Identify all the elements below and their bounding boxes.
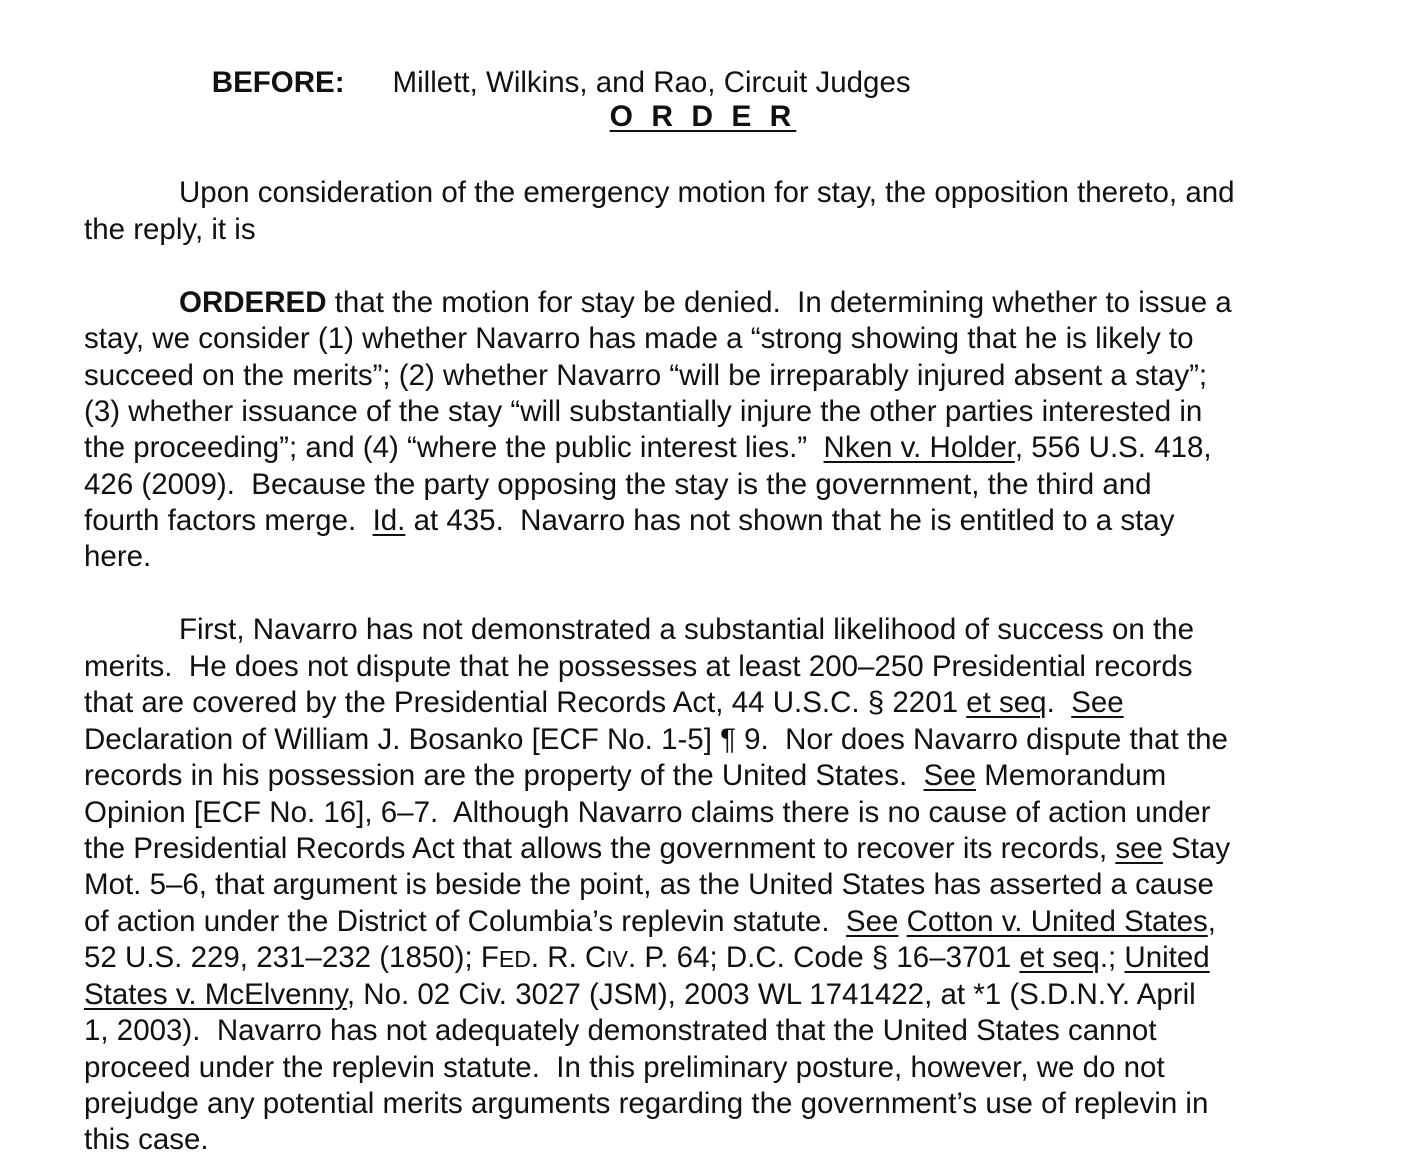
text-span: . P. 64; D.C. Code § 16–3701: [628, 941, 1020, 974]
text-span: , No. 02 Civ. 3027 (JSM), 2003 WL 1741422, at *1 (S.D.N.Y. April: [346, 978, 1196, 1011]
text-line: [84, 685, 1124, 721]
signal-see: See: [1071, 686, 1124, 719]
text-line: prejudge any potential merits arguments regarding the government’s use of replevin in: [84, 1087, 1209, 1120]
signal-see: See: [923, 759, 977, 792]
text-line: [84, 831, 1230, 867]
text-span: of action under the District of Columbia’s replevin statute.: [84, 905, 846, 938]
text-line: [84, 285, 1232, 321]
text-line: 1, 2003). Navarro has not adequately demonstrated that the United States cannot: [84, 1014, 1157, 1047]
judges-list: Millett, Wilkins, and Rao, Circuit Judges: [392, 66, 911, 99]
text-span: [898, 905, 906, 938]
text-span: .;: [1099, 941, 1125, 974]
text-line: Opinion [ECF No. 16], 6–7. Although Navarro claims there is no cause of action under: [84, 796, 1211, 829]
text-line: [84, 758, 1166, 794]
text-line: the reply, it is: [84, 213, 256, 246]
text-line: First, Navarro has not demonstrated a substantial likelihood of success on the: [179, 613, 1194, 646]
case-citation-mcelvenny: States v. McElvenny: [84, 978, 347, 1011]
text-line: Declaration of William J. Bosanko [ECF No. 1-5] ¶ 9. Nor does Navarro dispute that the: [84, 723, 1228, 756]
text-line: 426 (2009). Because the party opposing the stay is the government, the third and: [84, 468, 1152, 501]
signal-see: See: [845, 905, 899, 938]
text-line: here.: [84, 540, 152, 573]
text-line: Mot. 5–6, that argument is beside the point, as the United States has asserted a cause: [84, 868, 1214, 901]
text-line: (3) whether issuance of the stay “will substantially injure the other parties interested in: [84, 395, 1203, 428]
text-line: this case.: [84, 1123, 209, 1156]
text-span: records in his possession are the property of the United States.: [84, 759, 924, 792]
text-line: stay, we consider (1) whether Navarro has made a “strong showing that he is likely to: [84, 322, 1194, 355]
text-line: succeed on the merits”; (2) whether Navarro “will be irreparably injured absent a stay”;: [84, 359, 1208, 392]
text-line: Upon consideration of the emergency motion for stay, the opposition thereto, and: [179, 176, 1235, 209]
text-span: , 556 U.S. 418,: [1014, 431, 1212, 464]
text-span: Stay: [1162, 832, 1231, 865]
text-span: at 435. Navarro has not shown that he is entitled to a stay: [405, 504, 1175, 537]
text-span: fourth factors merge.: [84, 504, 373, 537]
text-span: 52 U.S. 229, 231–232 (1850); F: [84, 941, 499, 974]
text-line: [84, 904, 1216, 940]
text-line: merits. He does not dispute that he possesses at least 200–250 Presidential records: [84, 650, 1193, 683]
text-line: proceed under the replevin statute. In this preliminary posture, however, we do not: [84, 1051, 1165, 1084]
text-span: that are covered by the Presidential Records Act, 44 U.S.C. § 2201: [84, 686, 967, 719]
text-span: the Presidential Records Act that allows the government to recover its records,: [84, 832, 1116, 865]
citation-id: Id.: [372, 504, 406, 537]
text-line: [84, 940, 1210, 977]
case-citation-cotton: Cotton v. United States: [906, 905, 1208, 938]
case-citation-mcelvenny: United: [1124, 941, 1210, 974]
small-caps: IV: [606, 946, 629, 972]
text-span: Memorandum: [976, 759, 1167, 792]
text-line: [84, 977, 1196, 1013]
ordered-label: ORDERED: [179, 286, 327, 319]
text-line: [84, 503, 1174, 539]
text-span: .: [1046, 686, 1072, 719]
signal-et-seq: et seq: [966, 686, 1047, 719]
signal-see: see: [1115, 832, 1163, 865]
before-label: BEFORE:: [211, 66, 345, 99]
signal-et-seq: et seq: [1019, 941, 1100, 974]
text-span: the proceeding”; and (4) “where the public interest lies.”: [84, 431, 824, 464]
case-citation-nken: Nken v. Holder: [823, 431, 1015, 464]
order-title: O R D E R: [609, 100, 797, 133]
text-span: . R. C: [530, 941, 607, 974]
text-line: [84, 430, 1212, 466]
small-caps: ED: [498, 946, 531, 972]
text-span: that the motion for stay be denied. In determining whether to issue a: [326, 286, 1232, 319]
text-span: ,: [1207, 905, 1216, 938]
